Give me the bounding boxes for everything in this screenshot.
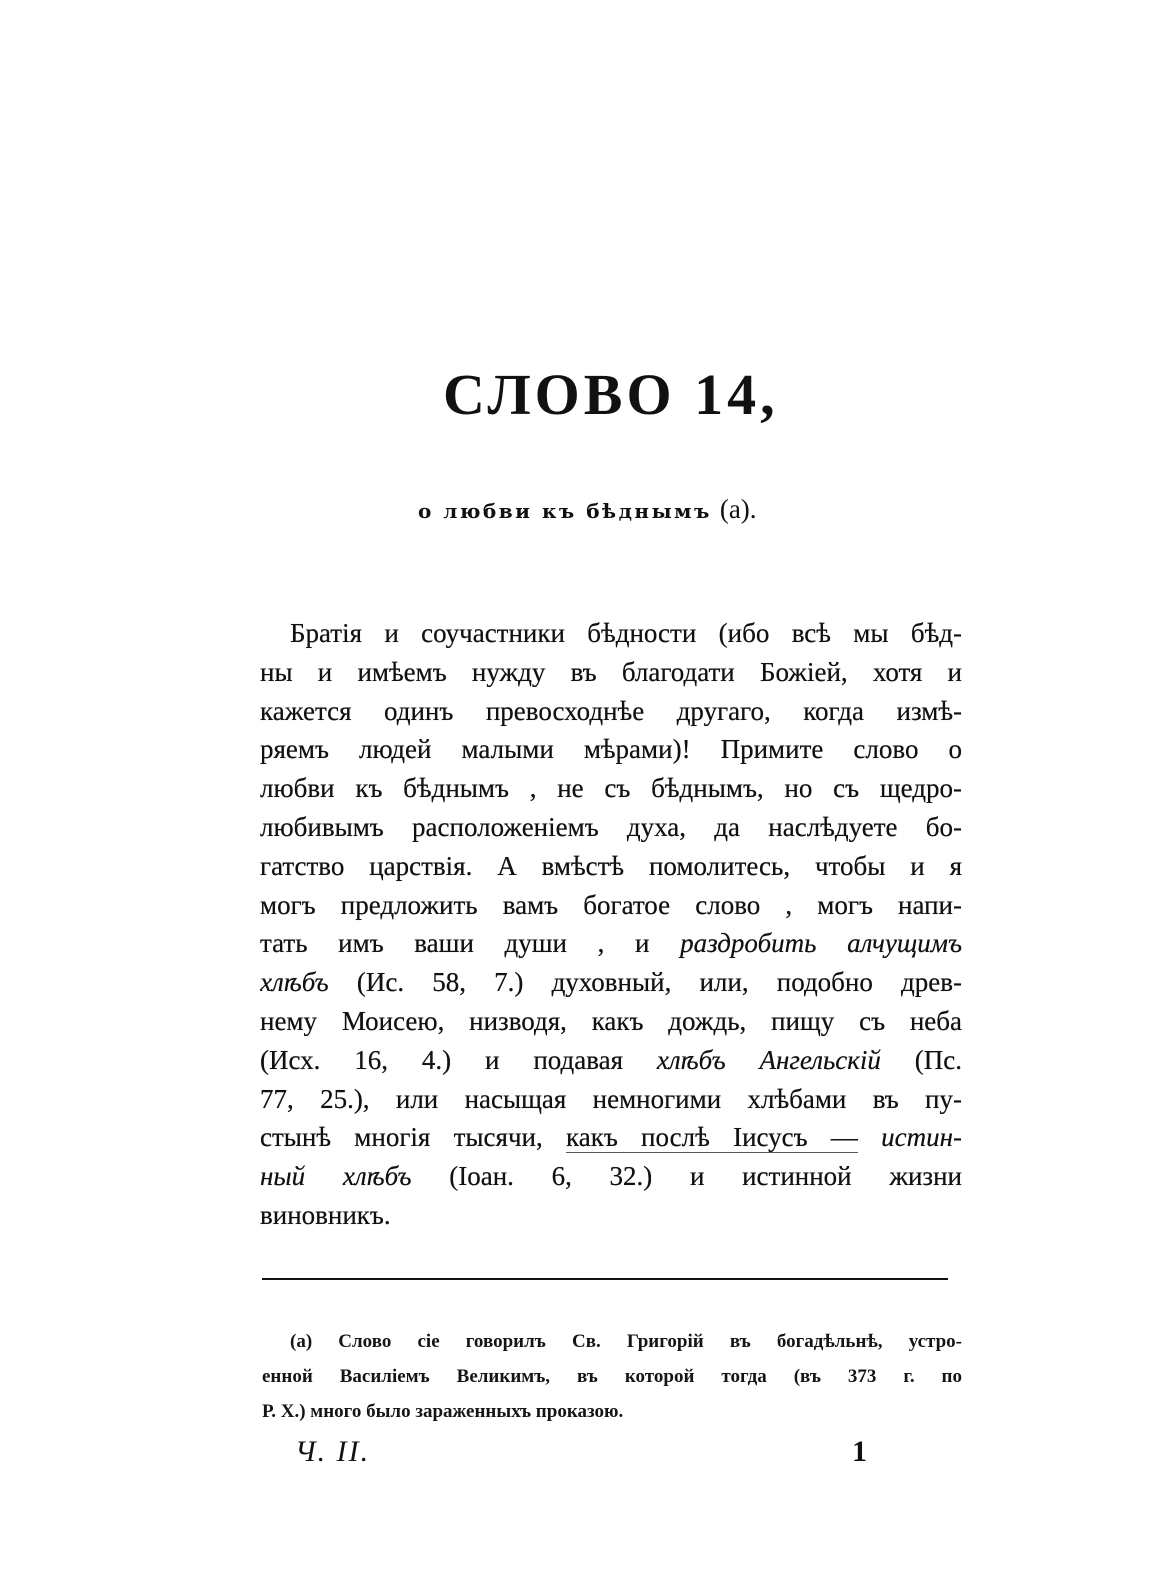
italic-phrase: раздробить алчущимъ [680, 928, 962, 959]
footnote-rule [262, 1278, 948, 1280]
body-line-text: Братія и соучастники бѣдности (ибо всѣ мы бѣд- [290, 618, 962, 648]
body-line-text: (Исх. 16, 4.) и подавая [260, 1044, 657, 1075]
body-line [260, 769, 962, 808]
body-line [260, 653, 962, 692]
body-line [260, 1157, 962, 1196]
body-line [260, 1118, 962, 1157]
body-line [260, 808, 962, 847]
body-line-text: нему Моисею, низводя, какъ дождь, пищу съ неба [260, 1005, 962, 1036]
body-line-text: стынѣ многія тысячи, [260, 1122, 567, 1153]
body-line [260, 730, 962, 769]
chapter-subtitle [418, 492, 757, 531]
body-paragraph [260, 614, 962, 1235]
body-line-text: ны и имѣемъ нужду въ благодати Божіей, хотя и [260, 656, 962, 687]
body-line-text: любви къ бѣднымъ , не съ бѣднымъ, но съ щедро- [260, 773, 962, 804]
body-line-text: (Пс. [880, 1044, 962, 1075]
chapter-title: СЛОВО 14, [443, 362, 779, 427]
body-line-text: (Ис. 58, 7.) духовный, или, подобно древ- [328, 967, 962, 998]
body-line-text: кажется одинъ превосходнѣе другаго, когда измѣ- [260, 695, 962, 726]
body-line-text: могъ предложить вамъ богатое слово , могъ напи- [260, 889, 962, 920]
footnote-line: (а) Слово сіе говорилъ Св. Григорій въ богадѣльнѣ, устро- [290, 1331, 962, 1352]
body-line-text: виновникъ. [260, 1199, 391, 1230]
underlined-phrase: какъ послѣ Іисусъ — [566, 1122, 858, 1153]
page-number: 1 [852, 1435, 867, 1468]
body-line [260, 963, 962, 1002]
body-line [260, 614, 962, 653]
signature-mark: Ч. II. [295, 1435, 371, 1468]
body-line [260, 924, 962, 963]
body-line-text: (Іоан. 6, 32.) и истинной жизни [411, 1161, 962, 1192]
footnote-line: енной Василіемъ Великимъ, въ которой тогда (въ 373 г. по [262, 1366, 962, 1387]
body-line-text: тать имъ ваши души , и [260, 928, 681, 959]
body-line [260, 692, 962, 731]
body-line [260, 1080, 962, 1119]
footnote-line: Р. Х.) много было зараженныхъ проказою. [262, 1401, 624, 1422]
body-line [260, 1196, 962, 1235]
footnote [262, 1324, 962, 1429]
body-line-text: ряемъ людей малыми мѣрами)! Примите слово о [260, 734, 962, 765]
body-line [260, 1041, 962, 1080]
body-line [260, 847, 962, 886]
body-line-text: любивымъ расположеніемъ духа, да наслѣдуете бо- [260, 811, 962, 842]
italic-phrase: ный хлѣбъ [260, 1161, 412, 1192]
body-line-text: гатство царствія. А вмѣстѣ помолитесь, чтобы и я [260, 850, 962, 881]
body-line [260, 886, 962, 925]
subtitle-text: о любви къ бѣднымъ [418, 499, 712, 523]
body-line-text: 77, 25.), или насыщая немногими хлѣбами въ пу- [260, 1083, 962, 1114]
italic-phrase: хлѣбъ [260, 967, 329, 998]
italic-phrase: хлѣбъ Ангельскій [656, 1044, 881, 1075]
footnote-reference: (а). [719, 494, 757, 524]
italic-phrase: истин- [857, 1122, 962, 1153]
body-line [260, 1002, 962, 1041]
